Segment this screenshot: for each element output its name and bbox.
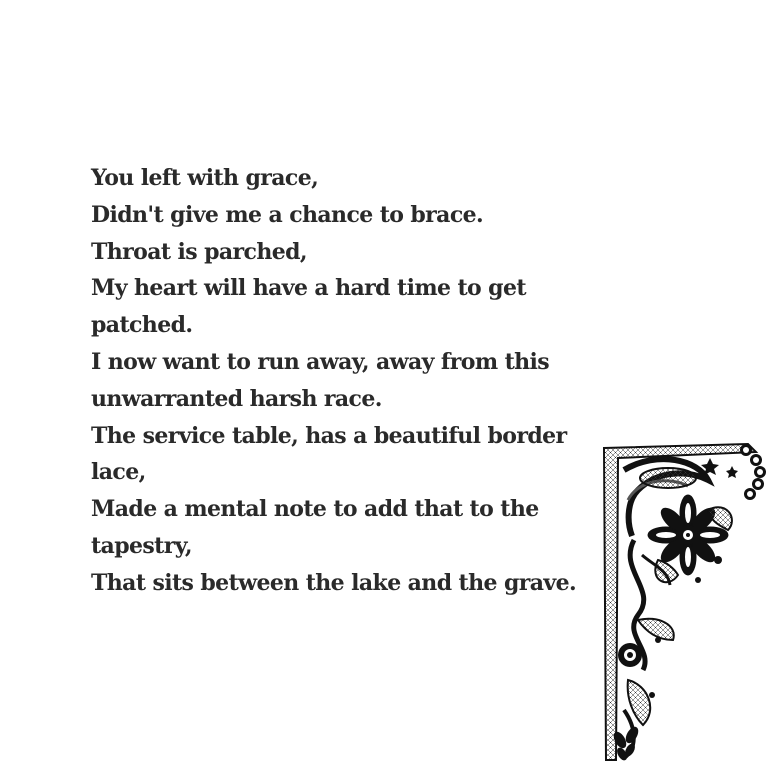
poem-text — [91, 160, 577, 602]
poem-line: That sits between the lake and the grave. — [91, 569, 577, 596]
poem-line: Throat is parched, — [91, 238, 307, 265]
poem-line: Made a mental note to add that to the — [91, 496, 539, 523]
poem-line: You left with grace, — [91, 165, 319, 191]
poem-line: tapestry, — [91, 532, 192, 559]
poem-line: unwarranted harsh race. — [91, 385, 382, 412]
poem-line: patched. — [91, 312, 193, 339]
lace-corner-ornament-icon — [598, 440, 768, 763]
poem-line: I now want to run away, away from this — [91, 348, 550, 375]
poem-line: Didn't give me a chance to brace. — [91, 201, 484, 228]
poem-line: The service table, has a beautiful border — [91, 422, 567, 449]
poem-line: lace, — [91, 459, 146, 486]
poem-line: My heart will have a hard time to get — [91, 275, 526, 302]
